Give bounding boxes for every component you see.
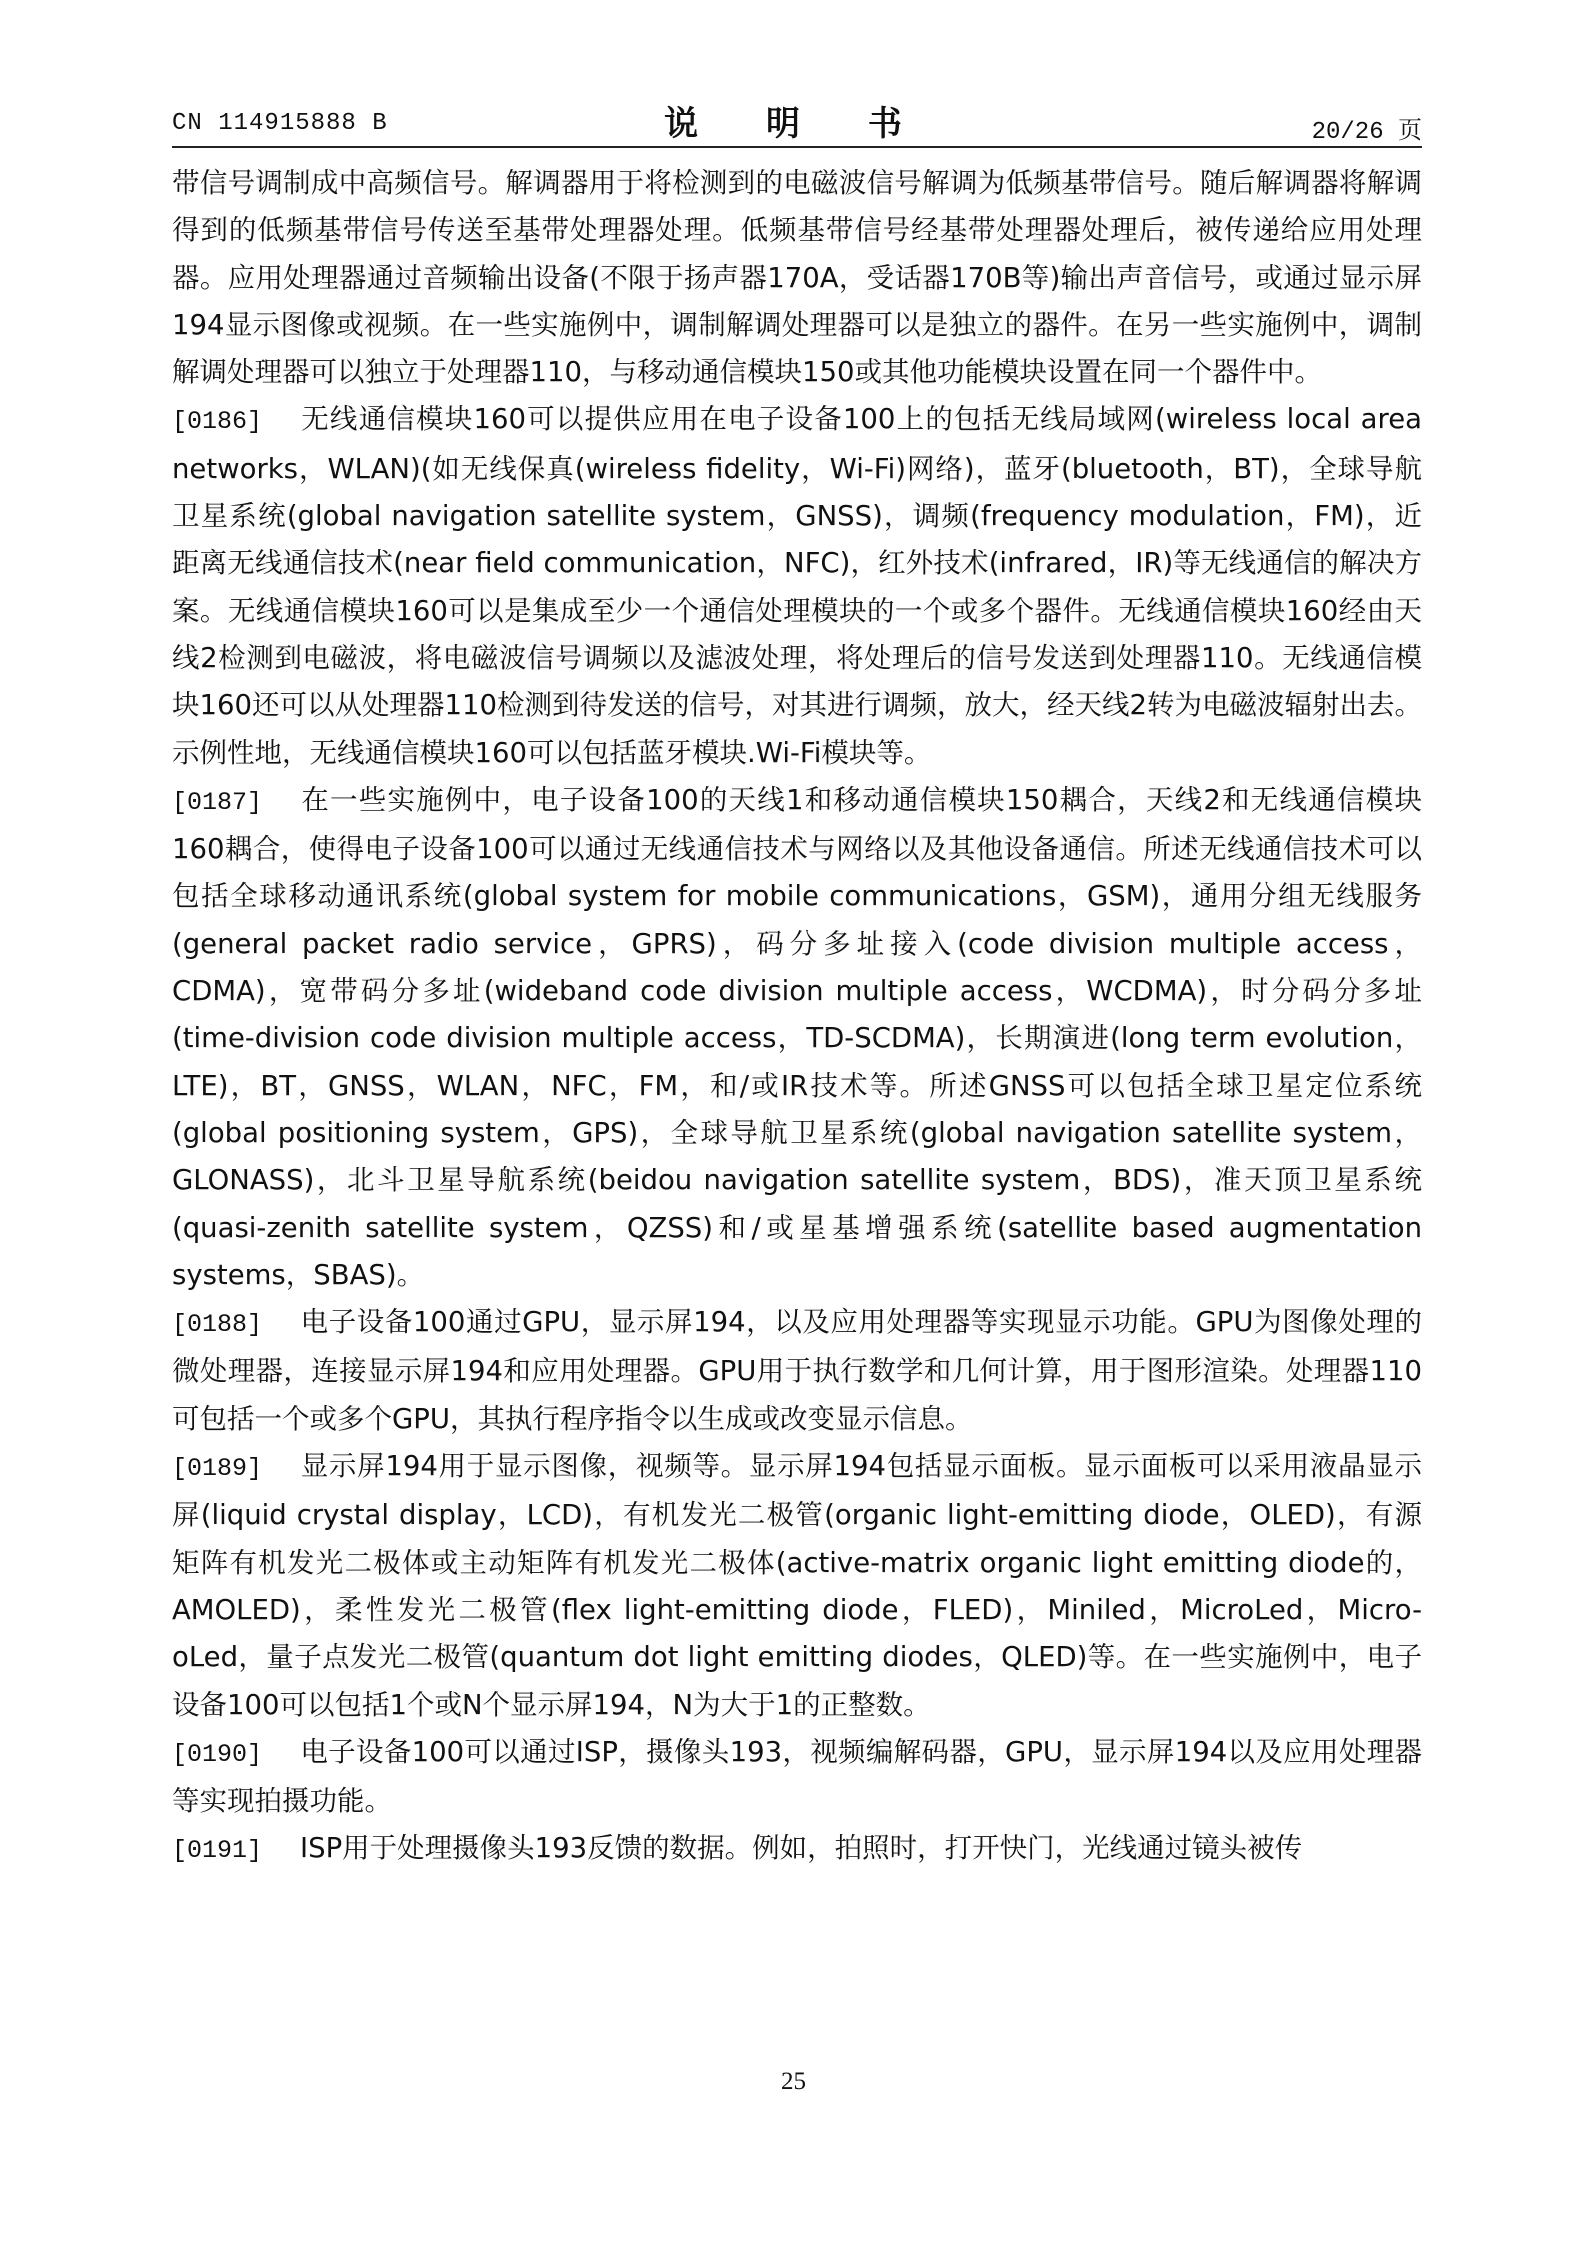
page-header [172,96,1422,146]
paragraph-text: 显示屏194用于显示图像，视频等。显示屏194包括显示面板。显示面板可以采用液晶显示屏(liquid crystal display，LCD)，有机发光二极管(organic light-emitting diode，OLED)，有源矩阵有机发光二极体或主动矩阵有机发光二极体(active-matrix organic light emitting diode的，AMOLED)，柔性发光二极管(flex light-emitting diode，FLED)，Miniled，MicroLed，Micro-oLed，量子点发光二极管(quantum dot light emitting diodes，QLED)等。在一些实施例中，电子设备100可以包括1个或N个显示屏194，N为大于1的正整数。 [172,1450,1422,1721]
patent-number: CN 114915888 B [172,110,388,137]
paragraph-number: [0191] [172,1836,263,1866]
paragraph-0187 [172,777,1422,1299]
paragraph-text: ISP用于处理摄像头193反馈的数据。例如，拍照时，打开快门，光线通过镜头被传 [300,1832,1303,1865]
header-divider [172,146,1422,148]
paragraph-text: 无线通信模块160可以提供应用在电子设备100上的包括无线局域网(wireless local area networks，WLAN)(如无线保真(wireless fidelity，Wi-Fi)网络)，蓝牙(bluetooth，BT)，全球导航卫星系统(global navigation satellite system，GNSS)，调频(frequency modulation，FM)，近距离无线通信技术(near field communication，NFC)，红外技术(infrared，IR)等无线通信的解决方案。无线通信模块160可以是集成至少一个通信处理模块的一个或多个器件。无线通信模块160经由天线2检测到电磁波，将电磁波信号调频以及滤波处理，将处理后的信号发送到处理器110。无线通信模块160还可以从处理器110检测到待发送的信号，对其进行调频，放大，经天线2转为电磁波辐射出去。示例性地，无线通信模块160可以包括蓝牙模块.Wi-Fi模块等。 [172,403,1422,769]
paragraph-0188 [172,1299,1422,1443]
paragraph-0186 [172,396,1422,776]
paragraph-0191 [172,1825,1422,1874]
document-body [172,160,1422,1875]
paragraph-text: 在一些实施例中，电子设备100的天线1和移动通信模块150耦合，天线2和无线通信模块160耦合，使得电子设备100可以通过无线通信技术与网络以及其他设备通信。所述无线通信技术可以包括全球移动通讯系统(global system for mobile communications，GSM)，通用分组无线服务(general packet radio service，GPRS)，码分多址接入(code division multiple access，CDMA)，宽带码分多址(wideband code division multiple access，WCDMA)，时分码分多址(time-division code division multiple access，TD-SCDMA)，长期演进(long term evolution，LTE)，BT，GNSS，WLAN，NFC，FM，和/或IR技术等。所述GNSS可以包括全球卫星定位系统(global positioning system，GPS)，全球导航卫星系统(global navigation satellite system，GLONASS)，北斗卫星导航系统(beidou navigation satellite system，BDS)，准天顶卫星系统(quasi-zenith satellite system，QZSS)和/或星基增强系统(satellite based augmentation systems，SBAS)。 [172,783,1422,1291]
document-title: 说 明 书 [664,104,930,144]
paragraph-number: [0186] [172,407,263,437]
paragraph-text: 电子设备100通过GPU，显示屏194，以及应用处理器等实现显示功能。GPU为图像处理的微处理器，连接显示屏194和应用处理器。GPU用于执行数学和几何计算，用于图形渲染。处理器110可包括一个或多个GPU，其执行程序指令以生成或改变显示信息。 [172,1306,1422,1435]
paragraph-number: [0189] [172,1454,263,1484]
paragraph-number: [0188] [172,1310,263,1340]
paragraph-number: [0190] [172,1739,263,1769]
page-number: 25 [781,2068,806,2095]
paragraph-0190 [172,1729,1422,1826]
page-of-indicator: 20/26 页 [1311,119,1422,146]
paragraph-number: [0187] [172,787,263,817]
continuation-paragraph: 带信号调制成中高频信号。解调器用于将检测到的电磁波信号解调为低频基带信号。随后解调器将解调得到的低频基带信号传送至基带处理器处理。低频基带信号经基带处理器处理后，被传递给应用处理器。应用处理器通过音频输出设备(不限于扬声器170A，受话器170B等)输出声音信号，或通过显示屏194显示图像或视频。在一些实施例中，调制解调处理器可以是独立的器件。在另一些实施例中，调制解调处理器可以独立于处理器110，与移动通信模块150或其他功能模块设置在同一个器件中。 [172,167,1422,389]
paragraph-0189 [172,1443,1422,1729]
paragraph-text: 电子设备100可以通过ISP，摄像头193，视频编解码器，GPU，显示屏194以及应用处理器等实现拍摄功能。 [172,1735,1422,1818]
